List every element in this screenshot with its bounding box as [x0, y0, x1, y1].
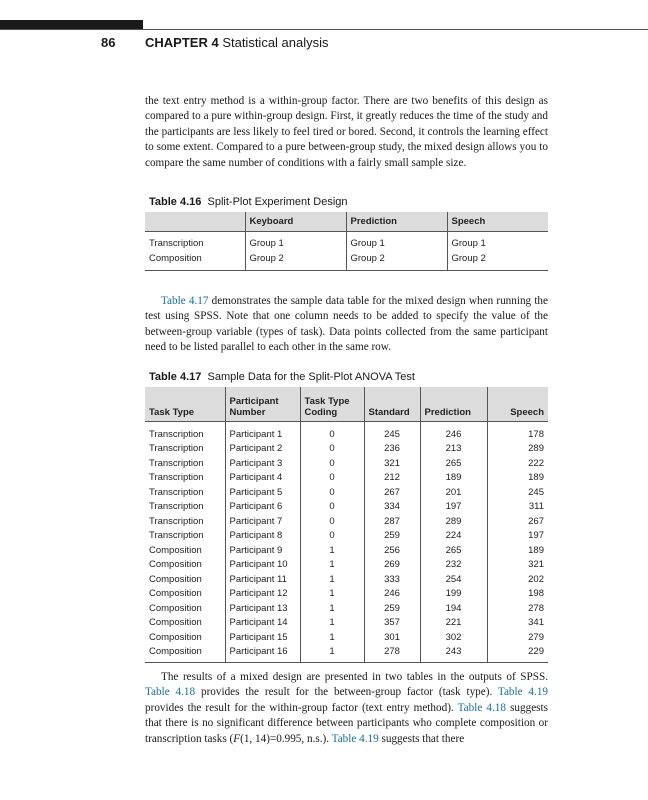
- table-cell: 278: [487, 601, 548, 616]
- table-row: [145, 500, 548, 515]
- table-row: [145, 616, 548, 631]
- table-4-16-label: Table 4.16: [149, 196, 202, 208]
- header-rule: [0, 29, 648, 30]
- table-cell: 259: [364, 601, 420, 616]
- table-cell: 0: [300, 529, 364, 544]
- table-cell: Composition: [149, 588, 202, 600]
- table-cell: Composition: [145, 251, 245, 271]
- table-4-17-header-standard: Standard: [364, 387, 420, 422]
- table-cell: Participant 6: [225, 500, 300, 515]
- table-row: [145, 558, 548, 573]
- table-cell: Composition: [145, 645, 225, 663]
- paragraph-1: the text entry method is a within-group factor. There are two benefits of this design as compared to a pure within-group design. First, it greatly reduces the time of the study and the participants are less likely to feel tired or bored. Second, it controls the learning effect to some extent. Compared to a pure between-group study, the mixed design allows you to compare the same number of conditions with a fairly small sample size.: [145, 95, 548, 169]
- table-cell: 189: [487, 471, 548, 486]
- table-row: [145, 251, 548, 271]
- table-cell: Participant 13: [225, 601, 300, 616]
- table-cell: 0: [300, 456, 364, 471]
- table-cell: 243: [420, 645, 487, 663]
- table-4-16-header-keyboard: Keyboard: [245, 212, 346, 232]
- table-4-17-title: Sample Data for the Split-Plot ANOVA Test: [207, 371, 415, 383]
- page-number: 86: [101, 35, 116, 50]
- table-4-16-header-prediction: Prediction: [346, 212, 447, 232]
- table-cell: Transcription: [149, 443, 204, 455]
- table-4-16: [145, 212, 548, 271]
- chapter-label: CHAPTER 4: [145, 35, 219, 50]
- table-cell: 321: [487, 558, 548, 573]
- table-cell: 1: [300, 630, 364, 645]
- table-cell: Participant 10: [225, 558, 300, 573]
- table-4-19-link[interactable]: Table 4.19: [331, 732, 379, 745]
- table-row: [145, 587, 548, 602]
- table-cell: 341: [487, 616, 548, 631]
- table-cell: Group 2: [447, 251, 548, 271]
- paragraph-3-text-4: suggests that there is no significant difference between participants who complete composition or transcription tasks (: [145, 701, 548, 745]
- table-cell: 1: [300, 601, 364, 616]
- table-cell: 267: [487, 514, 548, 529]
- table-cell: Participant 12: [225, 587, 300, 602]
- table-cell: 245: [364, 422, 420, 442]
- table-cell: Group 2: [346, 251, 447, 271]
- table-cell: 269: [364, 558, 420, 573]
- table-cell: 1: [300, 616, 364, 631]
- table-cell: Participant 9: [225, 543, 300, 558]
- table-cell: 279: [487, 630, 548, 645]
- table-cell: 189: [487, 543, 548, 558]
- paragraph-2: [145, 294, 548, 356]
- table-4-17-caption: [149, 371, 415, 383]
- table-row: [145, 601, 548, 616]
- chapter-title: Statistical analysis: [222, 35, 329, 50]
- table-cell: 1: [300, 587, 364, 602]
- table-cell: Participant 4: [225, 471, 300, 486]
- table-cell: Participant 2: [225, 442, 300, 457]
- table-cell: 0: [300, 514, 364, 529]
- table-4-16-title: Split-Plot Experiment Design: [207, 196, 348, 208]
- table-row: [145, 630, 548, 645]
- table-cell: 267: [364, 485, 420, 500]
- table-4-18-link[interactable]: Table 4.18: [457, 701, 506, 714]
- table-cell: 222: [487, 456, 548, 471]
- table-cell: 1: [300, 558, 364, 573]
- table-4-17-header-prediction: Prediction: [420, 387, 487, 422]
- table-cell: 236: [364, 442, 420, 457]
- table-cell: 189: [420, 471, 487, 486]
- table-row: [145, 543, 548, 558]
- chapter-heading: [145, 35, 329, 50]
- table-cell: Transcription: [149, 486, 204, 498]
- table-cell: Composition: [149, 559, 202, 571]
- table-cell: 178: [487, 422, 548, 442]
- table-4-17-link[interactable]: Table 4.17: [161, 295, 209, 307]
- paragraph-3-text-2: provides the result for the between-group factor (task type).: [195, 686, 498, 699]
- paragraph-2-text: demonstrates the sample data table for the mixed design when running the test using SPSS. Note that one column needs to be added to specify the value of the between-group variable (types of task). Data points collected from the same participant need to be listed parallel to each other in the same row.: [145, 295, 548, 354]
- table-cell: Transcription: [149, 501, 204, 513]
- f-statistic-symbol: F: [233, 732, 241, 745]
- table-cell: 213: [420, 442, 487, 457]
- table-4-17-label: Table 4.17: [149, 371, 202, 383]
- table-cell: Transcription: [149, 238, 204, 249]
- table-cell: 232: [420, 558, 487, 573]
- paragraph-3-text-5: (1, 14)=0.995, n.s.).: [240, 732, 332, 745]
- table-cell: 197: [487, 529, 548, 544]
- table-cell: 202: [487, 572, 548, 587]
- table-4-18-link[interactable]: Table 4.18: [145, 686, 196, 699]
- table-cell: 0: [300, 442, 364, 457]
- table-cell: Composition: [149, 631, 202, 643]
- table-4-17-header-participant-number: Participant Number: [225, 387, 300, 422]
- table-cell: 254: [420, 572, 487, 587]
- table-4-16-header-speech: Speech: [447, 212, 548, 232]
- table-cell: Transcription: [149, 530, 204, 542]
- paragraph-3-text-1: The results of a mixed design are presented in two tables in the outputs of SPSS.: [161, 671, 548, 683]
- table-cell: 259: [364, 529, 420, 544]
- table-cell: 0: [300, 500, 364, 515]
- table-cell: Participant 1: [225, 422, 300, 442]
- table-cell: 246: [420, 422, 487, 442]
- table-cell: 256: [364, 543, 420, 558]
- table-cell: 357: [364, 616, 420, 631]
- table-cell: Composition: [149, 573, 202, 585]
- table-cell: Composition: [149, 544, 202, 556]
- table-cell: 265: [420, 456, 487, 471]
- table-cell: 311: [487, 500, 548, 515]
- table-cell: Group 1: [245, 232, 346, 252]
- table-4-16-caption: [149, 196, 348, 208]
- table-cell: 246: [364, 587, 420, 602]
- table-cell: Group 1: [447, 232, 548, 252]
- table-4-17: [145, 387, 548, 663]
- table-cell: 198: [487, 587, 548, 602]
- table-cell: Composition: [149, 617, 202, 629]
- table-row: [145, 514, 548, 529]
- table-cell: 201: [420, 485, 487, 500]
- table-cell: 302: [420, 630, 487, 645]
- table-4-17-header-speech: Speech: [487, 387, 548, 422]
- table-cell: 1: [300, 543, 364, 558]
- table-cell: 289: [420, 514, 487, 529]
- table-cell: Participant 16: [225, 645, 300, 663]
- table-4-16-header-empty: [145, 212, 245, 232]
- table-row: [145, 456, 548, 471]
- table-cell: 333: [364, 572, 420, 587]
- table-cell: 1: [300, 572, 364, 587]
- table-row: [145, 442, 548, 457]
- table-cell: Transcription: [149, 472, 204, 484]
- table-row: [145, 485, 548, 500]
- table-4-17-header-task-type: Task Type: [145, 387, 225, 422]
- table-cell: Transcription: [149, 457, 204, 469]
- table-cell: Participant 7: [225, 514, 300, 529]
- table-row: [145, 572, 548, 587]
- table-cell: Participant 5: [225, 485, 300, 500]
- paragraph-3-text-3: provides the result for the within-group factor (text entry method).: [145, 701, 458, 714]
- table-row: [145, 645, 548, 663]
- table-cell: 245: [487, 485, 548, 500]
- table-cell: Composition: [149, 602, 202, 614]
- table-cell: Group 1: [346, 232, 447, 252]
- table-cell: 265: [420, 543, 487, 558]
- table-cell: Transcription: [149, 428, 204, 440]
- table-cell: 224: [420, 529, 487, 544]
- table-row: [145, 422, 548, 442]
- table-cell: 212: [364, 471, 420, 486]
- paragraph-3: [145, 670, 548, 747]
- table-cell: 221: [420, 616, 487, 631]
- table-4-17-header-task-type-coding: Task Type Coding: [300, 387, 364, 422]
- table-cell: 334: [364, 500, 420, 515]
- table-cell: 197: [420, 500, 487, 515]
- table-cell: Participant 15: [225, 630, 300, 645]
- table-cell: Transcription: [149, 515, 204, 527]
- table-cell: 199: [420, 587, 487, 602]
- table-cell: 0: [300, 422, 364, 442]
- table-cell: 289: [487, 442, 548, 457]
- table-row: [145, 529, 548, 544]
- table-cell: 278: [364, 645, 420, 663]
- table-cell: 321: [364, 456, 420, 471]
- table-cell: 194: [420, 601, 487, 616]
- table-cell: Participant 8: [225, 529, 300, 544]
- table-cell: 301: [364, 630, 420, 645]
- table-row: [145, 471, 548, 486]
- table-cell: Participant 3: [225, 456, 300, 471]
- table-cell: 287: [364, 514, 420, 529]
- table-cell: 0: [300, 485, 364, 500]
- table-4-19-link[interactable]: Table 4.19: [497, 686, 549, 699]
- paragraph-3-text-6: suggests that there: [378, 732, 465, 745]
- table-cell: Participant 11: [225, 572, 300, 587]
- table-cell: Group 2: [245, 251, 346, 271]
- table-cell: 229: [487, 645, 548, 663]
- table-cell: 1: [300, 645, 364, 663]
- table-row: [145, 232, 548, 252]
- table-cell: Participant 14: [225, 616, 300, 631]
- table-cell: 0: [300, 471, 364, 486]
